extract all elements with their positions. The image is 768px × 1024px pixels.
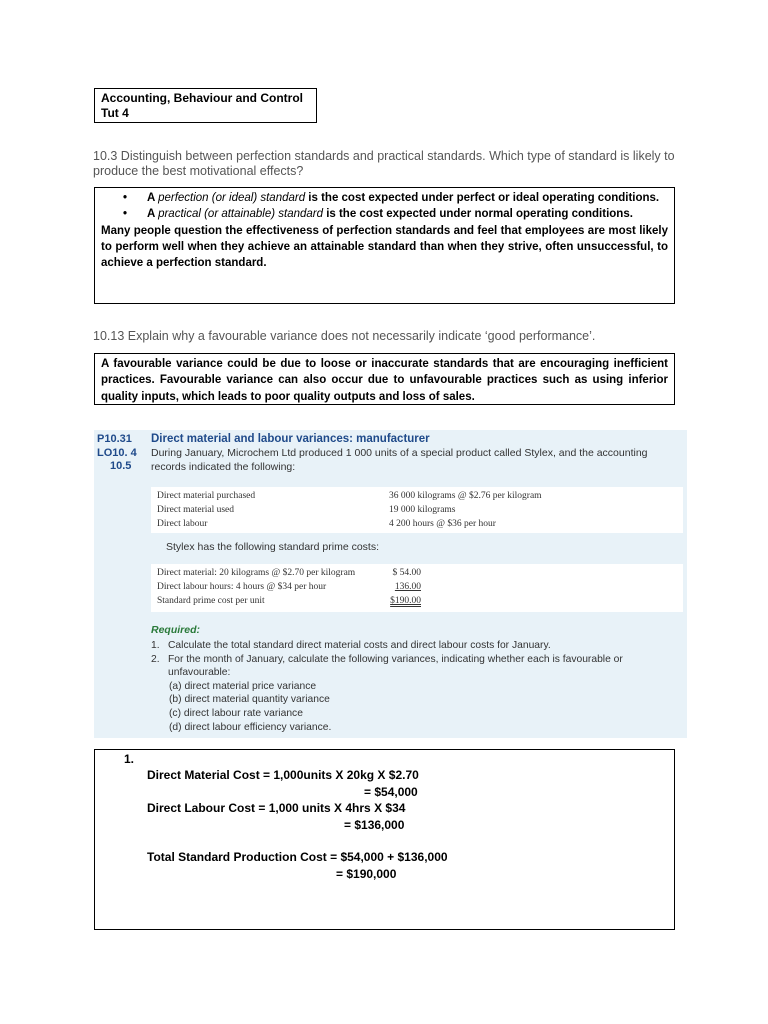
table-row: Direct labour hours: 4 hours @ $34 per hour 136.00 xyxy=(157,582,421,592)
problem-intro: During January, Microchem Ltd produced 1 000 units of a special product called Stylex, and the accounting records indicated the following: xyxy=(151,447,648,473)
table-row: Standard prime cost per unit $190.00 xyxy=(157,596,421,606)
bullet-mark: • xyxy=(123,192,128,204)
answer-10-3-paragraph: Many people question the effectiveness of perfection standards and feel that employees are most likely to perform well when they achieve an attainable standard than when they strive, often unsuccessful, to achieve a perfection standard. xyxy=(101,224,668,270)
standard-costs-table xyxy=(151,564,683,612)
problem-title: Direct material and labour variances: manufacturer xyxy=(151,433,430,445)
direct-labour-cost-result: = $136,000 xyxy=(344,818,405,832)
direct-material-cost-result: = $54,000 xyxy=(364,785,418,799)
list-item: (c) direct labour rate variance xyxy=(169,707,303,719)
answer-10-13-text: A favourable variance could be due to loose or inaccurate standards that are encouraging inefficient practices. Favourable variance can also occur due to unfavourable practices such as using inferior quality inputs, which leads to poor quality outputs and loss of sales. xyxy=(101,358,668,403)
textbook-problem-excerpt xyxy=(94,430,687,738)
answer-10-3-box xyxy=(94,187,675,304)
total-standard-cost-result: = $190,000 xyxy=(336,867,397,881)
table-row: Direct material purchased 36 000 kilograms @ $2.76 per kilogram xyxy=(157,491,542,501)
table-row: Direct material: 20 kilograms @ $2.70 per kilogram $ 54.00 xyxy=(157,568,421,578)
learning-objective-code-2: 10.5 xyxy=(110,460,132,472)
learning-objective-code: LO10. 4 xyxy=(97,447,137,459)
table-row: Direct labour 4 200 hours @ $36 per hour xyxy=(157,519,496,529)
document-title-box xyxy=(94,88,317,123)
total-standard-cost-line: Total Standard Production Cost = $54,000 + $136,000 xyxy=(147,850,448,864)
standard-costs-subheading: Stylex has the following standard prime costs: xyxy=(166,541,380,553)
records-table xyxy=(151,487,683,533)
tutorial-number: Tut 4 xyxy=(101,106,129,120)
list-item: (a) direct material price variance xyxy=(169,680,317,692)
bullet-perfection-standard: • A perfection (or ideal) standard is the cost expected under perfect or ideal operating conditions. xyxy=(101,190,668,206)
course-title: Accounting, Behaviour and Control xyxy=(101,91,304,105)
answer-1-box xyxy=(94,749,675,930)
answer-10-13-box xyxy=(94,353,675,405)
question-10-13: 10.13 Explain why a favourable variance does not necessarily indicate ‘good performance’. xyxy=(93,329,596,343)
list-item: (b) direct material quantity variance xyxy=(169,694,330,706)
direct-material-cost-line: Direct Material Cost = 1,000units X 20kg X $2.70 xyxy=(147,768,419,782)
problem-code: P10.31 xyxy=(97,433,132,445)
required-list xyxy=(151,639,686,734)
required-heading: Required: xyxy=(151,624,201,636)
table-row: Direct material used 19 000 kilograms xyxy=(157,505,456,515)
question-10-3: 10.3 Distinguish between perfection standards and practical standards. Which type of standard is likely to produce the best motivational effects? xyxy=(93,149,675,178)
answer-number: 1. xyxy=(124,752,135,766)
list-item: (d) direct labour efficiency variance. xyxy=(169,721,332,733)
direct-labour-cost-line: Direct Labour Cost = 1,000 units X 4hrs X $34 xyxy=(147,801,406,815)
bullet-mark: • xyxy=(123,208,128,221)
list-item: 2. For the month of January, calculate the following variances, indicating whether each is favourable or unfavourable: xyxy=(151,653,623,679)
list-item: 1. Calculate the total standard direct material costs and direct labour costs for January. xyxy=(151,640,551,651)
bullet-practical-standard: • A practical (or attainable) standard is the cost expected under normal operating conditions. xyxy=(101,206,668,222)
